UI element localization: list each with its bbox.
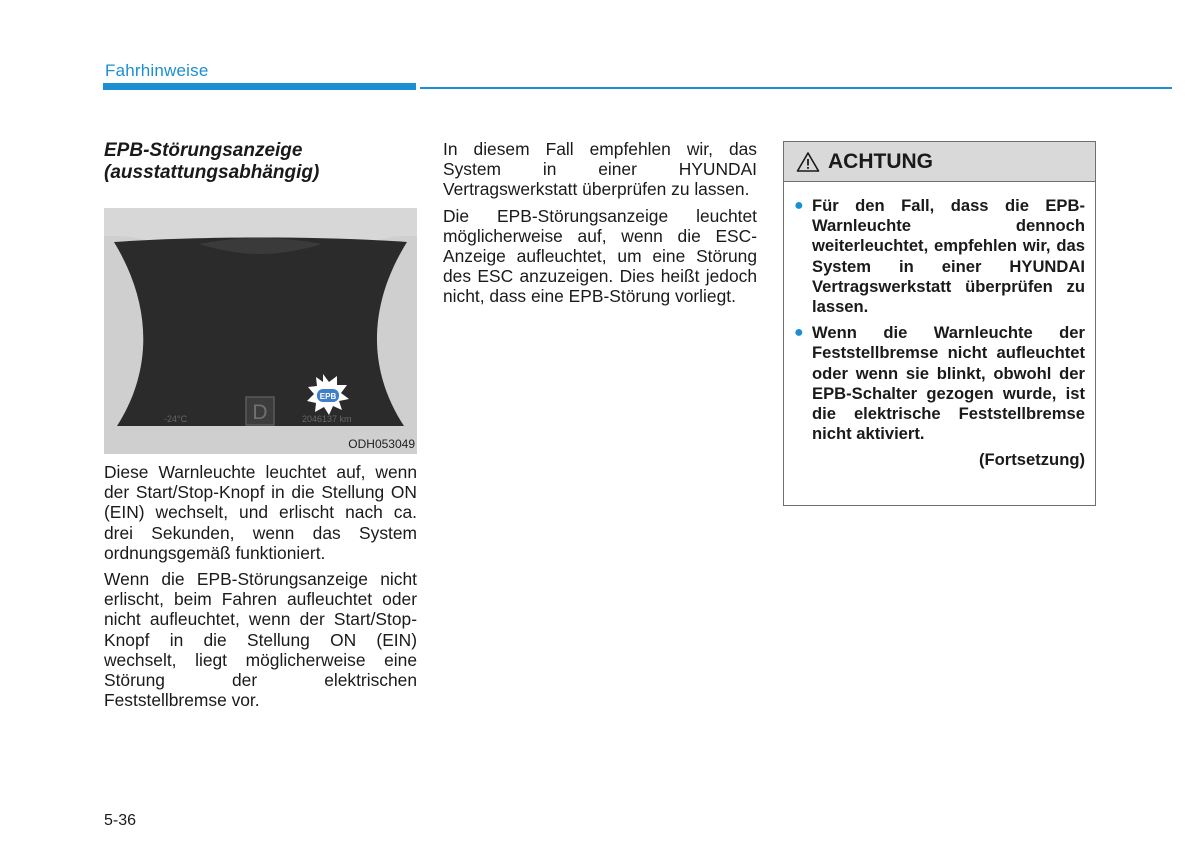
paragraph: Wenn die EPB-Störungsanzeige nicht erlischt, beim Fahren aufleuchtet oder nicht aufleuchtet, wenn der Start/Stop-Knopf in die Stellung ON (EIN) wechselt, liegt möglicherweise eine Störung der elektrischen Feststellbremse vor.: [104, 569, 417, 711]
paragraph: In diesem Fall empfehlen wir, das System in einer HYUNDAI Vertragswerkstatt überprüfen zu lassen.: [443, 139, 757, 200]
instrument-cluster-figure: [104, 208, 417, 454]
left-column: [104, 140, 417, 710]
continued-note: (Fortsetzung): [979, 450, 1085, 470]
section-title-line1: EPB-Störungsanzeige: [104, 140, 303, 161]
caution-bullet: [794, 196, 1085, 317]
odometer-readout: 2046137 km: [302, 414, 352, 424]
caution-bullet-text: Wenn die Warnleuchte der Feststellbremse nicht aufleuchtet oder wenn sie blinkt, obwohl der EPB-Schalter gezogen wurde, ist die elektrische Feststellbremse nicht aktiviert.: [812, 323, 1085, 444]
temperature-readout: -24°C: [164, 414, 188, 424]
header-rule-thick: [103, 83, 416, 90]
section-title-line2: (ausstattungsabhängig): [104, 162, 320, 183]
warning-triangle-icon: [796, 151, 820, 173]
caution-bullet-text: Für den Fall, dass die EPB-Warnleuchte dennoch weiterleuchtet, empfehlen wir, das System in einer HYUNDAI Vertragswerkstatt überprüfen zu lassen.: [812, 196, 1085, 317]
caution-header: [784, 142, 1095, 182]
paragraph: Diese Warnleuchte leuchtet auf, wenn der Start/Stop-Knopf in die Stellung ON (EIN) wechselt, und erlischt nach ca. drei Sekunden, wenn das System ordnungsgemäß funktioniert.: [104, 462, 417, 563]
figure-caption: ODH053049: [348, 437, 415, 451]
caution-bullet: [794, 323, 1085, 444]
page-number: 5-36: [104, 812, 137, 829]
section-title: [104, 140, 417, 184]
caution-label: ACHTUNG: [828, 149, 933, 173]
paragraph: Die EPB-Störungsanzeige leuchtet möglicherweise auf, wenn die ESC-Anzeige aufleuchtet, um eine Störung des ESC anzuzeigen. Dies heißt jedoch nicht, dass eine EPB-Störung vorliegt.: [443, 205, 757, 307]
middle-column: [443, 139, 757, 307]
caution-body: [784, 182, 1095, 470]
bullet-dot-icon: ●: [794, 324, 804, 342]
instrument-cluster-illustration: [104, 208, 417, 454]
caution-box: [783, 141, 1096, 506]
section-header-title: Fahrhinweise: [105, 61, 209, 80]
epb-indicator-label: EPB: [319, 392, 337, 401]
header-rule-thin: [420, 87, 1172, 89]
bullet-dot-icon: ●: [794, 197, 804, 214]
gear-letter: D: [252, 401, 268, 424]
